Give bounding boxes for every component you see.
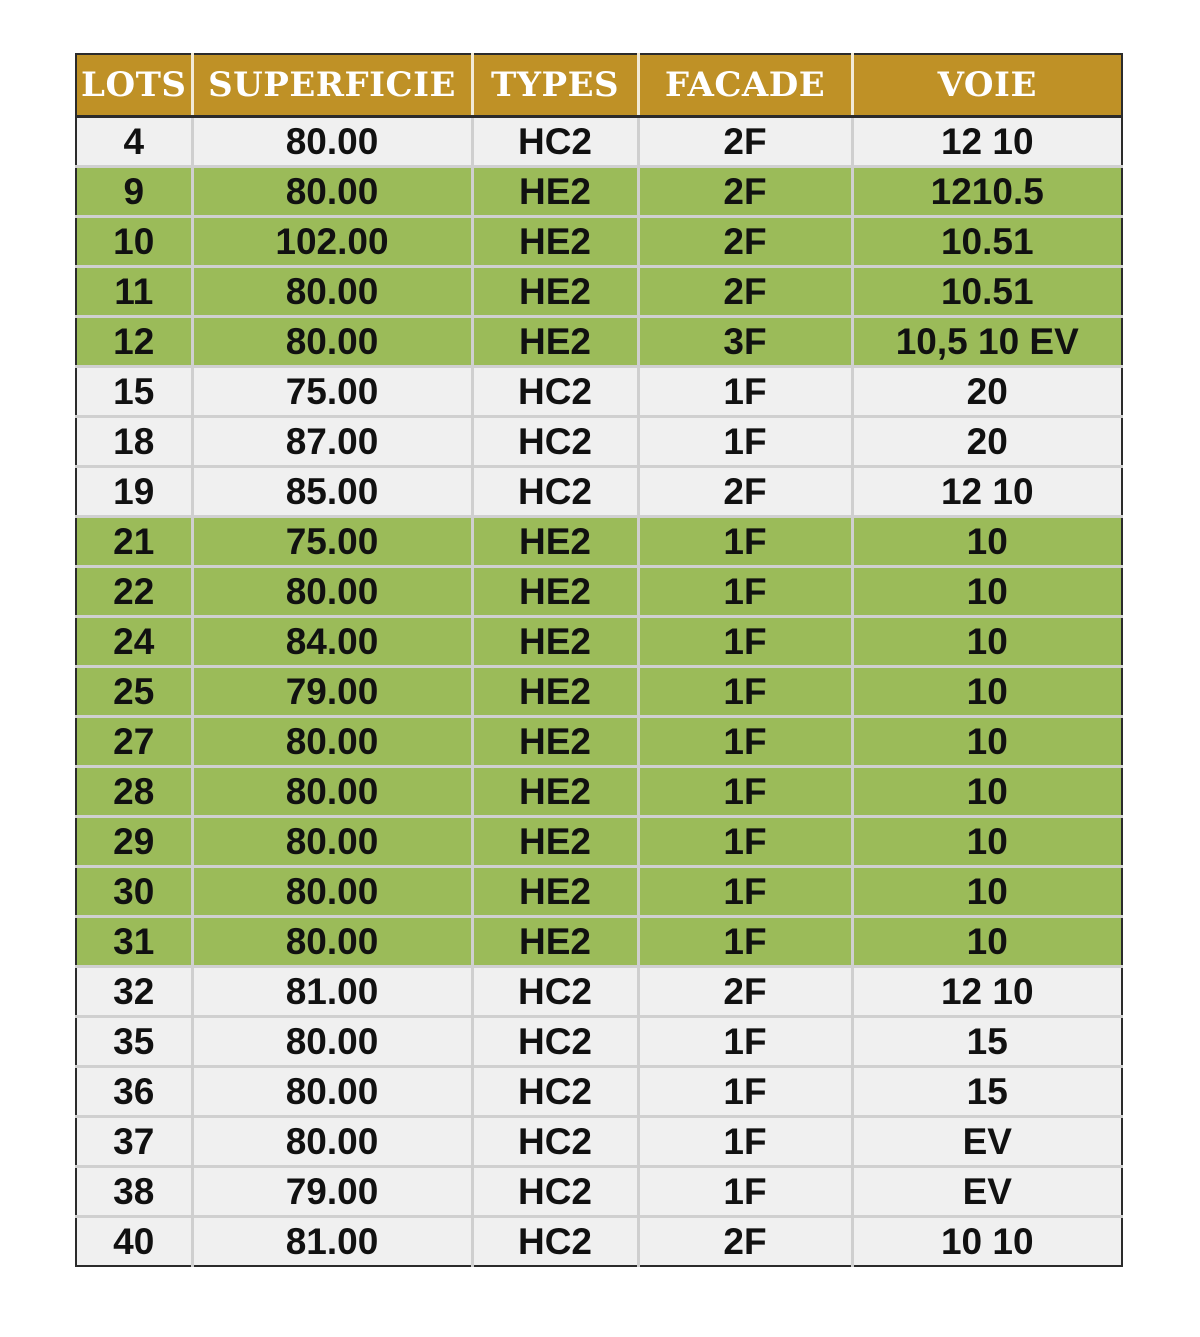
cell-type: HE2 xyxy=(472,317,638,367)
cell-type: HC2 xyxy=(472,1067,638,1117)
cell-lot: 4 xyxy=(76,117,192,167)
cell-superficie: 80.00 xyxy=(192,917,472,967)
cell-superficie: 80.00 xyxy=(192,1067,472,1117)
table-row xyxy=(76,867,1122,917)
cell-superficie: 80.00 xyxy=(192,1017,472,1067)
cell-facade: 1F xyxy=(638,417,852,467)
table-row xyxy=(76,1117,1122,1167)
cell-voie: 10 xyxy=(852,617,1122,667)
cell-facade: 1F xyxy=(638,567,852,617)
cell-superficie: 81.00 xyxy=(192,1217,472,1267)
column-header-voie: VOIE xyxy=(852,54,1122,117)
cell-type: HE2 xyxy=(472,867,638,917)
cell-facade: 1F xyxy=(638,1117,852,1167)
cell-voie: 15 xyxy=(852,1067,1122,1117)
cell-superficie: 87.00 xyxy=(192,417,472,467)
table-row xyxy=(76,217,1122,267)
cell-superficie: 80.00 xyxy=(192,267,472,317)
cell-type: HC2 xyxy=(472,367,638,417)
cell-type: HC2 xyxy=(472,467,638,517)
cell-facade: 1F xyxy=(638,917,852,967)
cell-voie: 10 xyxy=(852,767,1122,817)
cell-lot: 11 xyxy=(76,267,192,317)
table-row xyxy=(76,567,1122,617)
cell-type: HC2 xyxy=(472,1217,638,1267)
table-row xyxy=(76,1067,1122,1117)
cell-superficie: 80.00 xyxy=(192,1117,472,1167)
table-row xyxy=(76,667,1122,717)
cell-superficie: 85.00 xyxy=(192,467,472,517)
table-row xyxy=(76,117,1122,167)
cell-facade: 2F xyxy=(638,217,852,267)
cell-lot: 25 xyxy=(76,667,192,717)
cell-type: HC2 xyxy=(472,1167,638,1217)
cell-lot: 9 xyxy=(76,167,192,217)
cell-facade: 2F xyxy=(638,167,852,217)
cell-voie: 12 10 xyxy=(852,967,1122,1017)
cell-lot: 19 xyxy=(76,467,192,517)
cell-superficie: 75.00 xyxy=(192,367,472,417)
cell-superficie: 80.00 xyxy=(192,567,472,617)
cell-superficie: 81.00 xyxy=(192,967,472,1017)
cell-type: HE2 xyxy=(472,517,638,567)
cell-facade: 3F xyxy=(638,317,852,367)
cell-type: HE2 xyxy=(472,667,638,717)
header-row xyxy=(76,54,1122,117)
cell-facade: 1F xyxy=(638,617,852,667)
cell-facade: 1F xyxy=(638,817,852,867)
table-row xyxy=(76,617,1122,667)
cell-type: HE2 xyxy=(472,567,638,617)
cell-voie: 20 xyxy=(852,417,1122,467)
cell-facade: 1F xyxy=(638,667,852,717)
cell-type: HC2 xyxy=(472,1017,638,1067)
column-header-types: TYPES xyxy=(472,54,638,117)
cell-superficie: 80.00 xyxy=(192,317,472,367)
cell-facade: 1F xyxy=(638,517,852,567)
cell-lot: 21 xyxy=(76,517,192,567)
cell-facade: 1F xyxy=(638,717,852,767)
cell-facade: 2F xyxy=(638,467,852,517)
cell-lot: 31 xyxy=(76,917,192,967)
cell-lot: 15 xyxy=(76,367,192,417)
cell-voie: 10,5 10 EV xyxy=(852,317,1122,367)
table-row xyxy=(76,417,1122,467)
cell-voie: 10 xyxy=(852,567,1122,617)
table-row xyxy=(76,817,1122,867)
cell-lot: 27 xyxy=(76,717,192,767)
table-row xyxy=(76,717,1122,767)
column-header-facade: FACADE xyxy=(638,54,852,117)
cell-voie: 12 10 xyxy=(852,467,1122,517)
cell-superficie: 80.00 xyxy=(192,717,472,767)
cell-superficie: 80.00 xyxy=(192,767,472,817)
cell-lot: 12 xyxy=(76,317,192,367)
cell-lot: 32 xyxy=(76,967,192,1017)
cell-type: HE2 xyxy=(472,617,638,667)
cell-lot: 40 xyxy=(76,1217,192,1267)
cell-voie: 20 xyxy=(852,367,1122,417)
cell-voie: 10 xyxy=(852,667,1122,717)
cell-facade: 1F xyxy=(638,767,852,817)
table-row xyxy=(76,1167,1122,1217)
cell-voie: EV xyxy=(852,1167,1122,1217)
cell-facade: 1F xyxy=(638,367,852,417)
table-row xyxy=(76,367,1122,417)
table-row xyxy=(76,467,1122,517)
table-row xyxy=(76,167,1122,217)
cell-lot: 28 xyxy=(76,767,192,817)
table-body xyxy=(76,117,1122,1267)
cell-facade: 2F xyxy=(638,967,852,1017)
lots-table xyxy=(75,53,1123,1267)
table-row xyxy=(76,917,1122,967)
cell-voie: 10 xyxy=(852,717,1122,767)
cell-lot: 35 xyxy=(76,1017,192,1067)
table-row xyxy=(76,967,1122,1017)
cell-voie: 12 10 xyxy=(852,117,1122,167)
cell-type: HC2 xyxy=(472,117,638,167)
cell-type: HE2 xyxy=(472,267,638,317)
cell-superficie: 102.00 xyxy=(192,217,472,267)
cell-voie: 10 xyxy=(852,817,1122,867)
cell-facade: 1F xyxy=(638,1067,852,1117)
cell-lot: 24 xyxy=(76,617,192,667)
cell-type: HE2 xyxy=(472,817,638,867)
cell-facade: 1F xyxy=(638,1017,852,1067)
table-row xyxy=(76,767,1122,817)
cell-lot: 29 xyxy=(76,817,192,867)
table-row xyxy=(76,1017,1122,1067)
cell-lot: 30 xyxy=(76,867,192,917)
cell-superficie: 79.00 xyxy=(192,667,472,717)
cell-type: HC2 xyxy=(472,967,638,1017)
cell-type: HE2 xyxy=(472,167,638,217)
cell-type: HC2 xyxy=(472,1117,638,1167)
cell-lot: 38 xyxy=(76,1167,192,1217)
cell-voie: 10.51 xyxy=(852,217,1122,267)
cell-type: HE2 xyxy=(472,217,638,267)
cell-type: HE2 xyxy=(472,767,638,817)
table-row xyxy=(76,1217,1122,1267)
column-header-superficie: SUPERFICIE xyxy=(192,54,472,117)
cell-lot: 37 xyxy=(76,1117,192,1167)
cell-lot: 22 xyxy=(76,567,192,617)
cell-voie: 10 xyxy=(852,517,1122,567)
cell-superficie: 75.00 xyxy=(192,517,472,567)
cell-voie: 10 10 xyxy=(852,1217,1122,1267)
cell-voie: 15 xyxy=(852,1017,1122,1067)
cell-voie: 1210.5 xyxy=(852,167,1122,217)
table-row xyxy=(76,267,1122,317)
cell-superficie: 80.00 xyxy=(192,867,472,917)
cell-type: HE2 xyxy=(472,917,638,967)
cell-type: HE2 xyxy=(472,717,638,767)
cell-superficie: 80.00 xyxy=(192,817,472,867)
cell-voie: 10.51 xyxy=(852,267,1122,317)
cell-facade: 1F xyxy=(638,1167,852,1217)
table-row xyxy=(76,517,1122,567)
table-row xyxy=(76,317,1122,367)
cell-voie: EV xyxy=(852,1117,1122,1167)
cell-facade: 1F xyxy=(638,867,852,917)
cell-voie: 10 xyxy=(852,917,1122,967)
cell-superficie: 80.00 xyxy=(192,117,472,167)
cell-voie: 10 xyxy=(852,867,1122,917)
cell-facade: 2F xyxy=(638,117,852,167)
cell-lot: 18 xyxy=(76,417,192,467)
cell-lot: 36 xyxy=(76,1067,192,1117)
cell-facade: 2F xyxy=(638,267,852,317)
cell-superficie: 84.00 xyxy=(192,617,472,667)
cell-type: HC2 xyxy=(472,417,638,467)
cell-superficie: 80.00 xyxy=(192,167,472,217)
column-header-lots: LOTS xyxy=(76,54,192,117)
cell-superficie: 79.00 xyxy=(192,1167,472,1217)
cell-lot: 10 xyxy=(76,217,192,267)
cell-facade: 2F xyxy=(638,1217,852,1267)
